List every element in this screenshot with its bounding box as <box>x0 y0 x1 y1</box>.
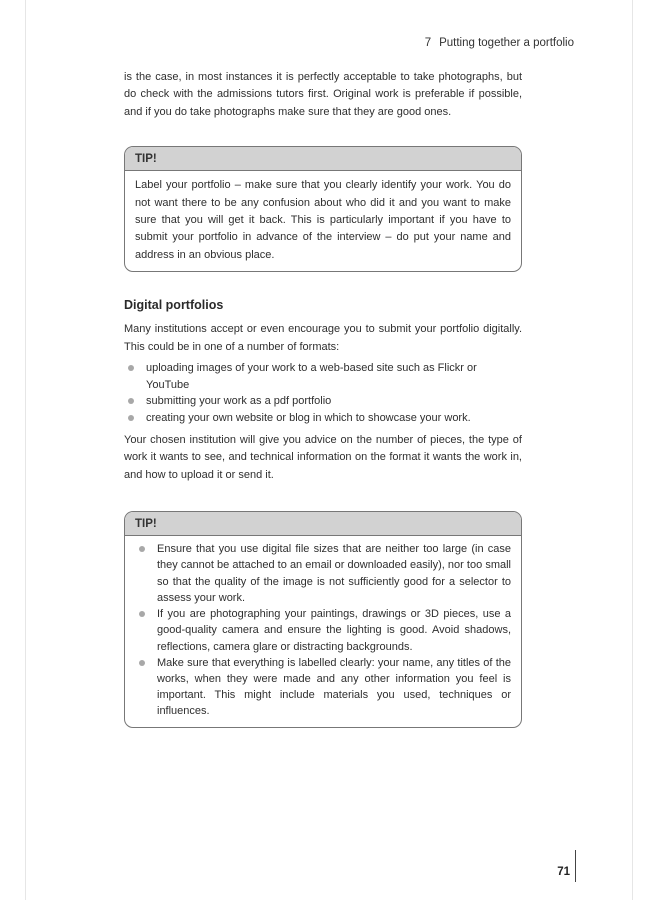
tip-box-label-portfolio <box>124 146 522 272</box>
tip-list <box>135 541 511 719</box>
list-item-text: Ensure that you use digital file sizes that are neither too large (in case they cannot be attached to an email or downloaded easily), nor too small so that the quality of the image is not sufficiently good for a selector to assess your work. <box>157 543 511 604</box>
list-item <box>124 360 522 393</box>
bullet-dot-icon <box>128 365 134 371</box>
page-edge-left <box>25 0 26 900</box>
list-item-text: submitting your work as a pdf portfolio <box>146 395 332 408</box>
bullet-dot-icon <box>139 660 145 666</box>
list-item-text: If you are photographing your paintings, drawings or 3D pieces, use a good-quality camera and ensure the lighting is good. Avoid shadows, reflections, camera glare or distracting backgrounds. <box>157 608 511 653</box>
list-item-text: uploading images of your work to a web-based site such as Flickr or YouTube <box>146 362 477 391</box>
list-item-text: Make sure that everything is labelled clearly: your name, any titles of the works, when they were made and any other information you feel is important. This might include materials you used, techniques or influences. <box>157 656 511 718</box>
tip-text: Label your portfolio – make sure that you clearly identify your work. You do not want there to be any confusion about who did it and you want to make sure that you will get it back. This is particularly important if you have to submit your portfolio in advance of the interview – do put your name and address in an obvious place. <box>135 179 511 261</box>
format-list <box>124 360 522 426</box>
list-item <box>135 655 511 720</box>
section-title-digital-portfolios: Digital portfolios <box>124 298 224 313</box>
intro-paragraph: is the case, in most instances it is perfectly acceptable to take photographs, but do check with the admissions tutors first. Original work is preferable if possible, and if you do take photographs make sure that they are good ones. <box>124 71 522 118</box>
tip-body <box>125 536 521 726</box>
page-number-rule <box>575 850 576 882</box>
tip-heading: TIP! <box>125 147 521 171</box>
list-item-text: creating your own website or blog in which to showcase your work. <box>146 411 471 424</box>
digital-intro-paragraph: Many institutions accept or even encourage you to submit your portfolio digitally. This could be in one of a number of formats: <box>124 323 522 353</box>
bullet-dot-icon <box>139 611 145 617</box>
list-item <box>135 541 511 606</box>
running-header <box>0 37 574 49</box>
tip-box-digital-files <box>124 511 522 727</box>
page-edge-right <box>632 0 633 900</box>
bullet-dot-icon <box>139 546 145 552</box>
digital-closing-paragraph: Your chosen institution will give you advice on the number of pieces, the type of work it wants to see, and technical information on the format it wants the work in, and how to upload it or send it. <box>124 434 522 481</box>
page-content <box>124 69 522 728</box>
list-item <box>135 606 511 655</box>
tip-body <box>125 171 521 271</box>
bullet-dot-icon <box>128 398 134 404</box>
tip-heading: TIP! <box>125 512 521 536</box>
chapter-title: Putting together a portfolio <box>439 37 574 49</box>
list-item <box>124 393 522 410</box>
chapter-number: 7 <box>424 37 432 49</box>
page-number: 71 <box>557 866 570 878</box>
bullet-dot-icon <box>128 415 134 421</box>
list-item <box>124 410 522 427</box>
